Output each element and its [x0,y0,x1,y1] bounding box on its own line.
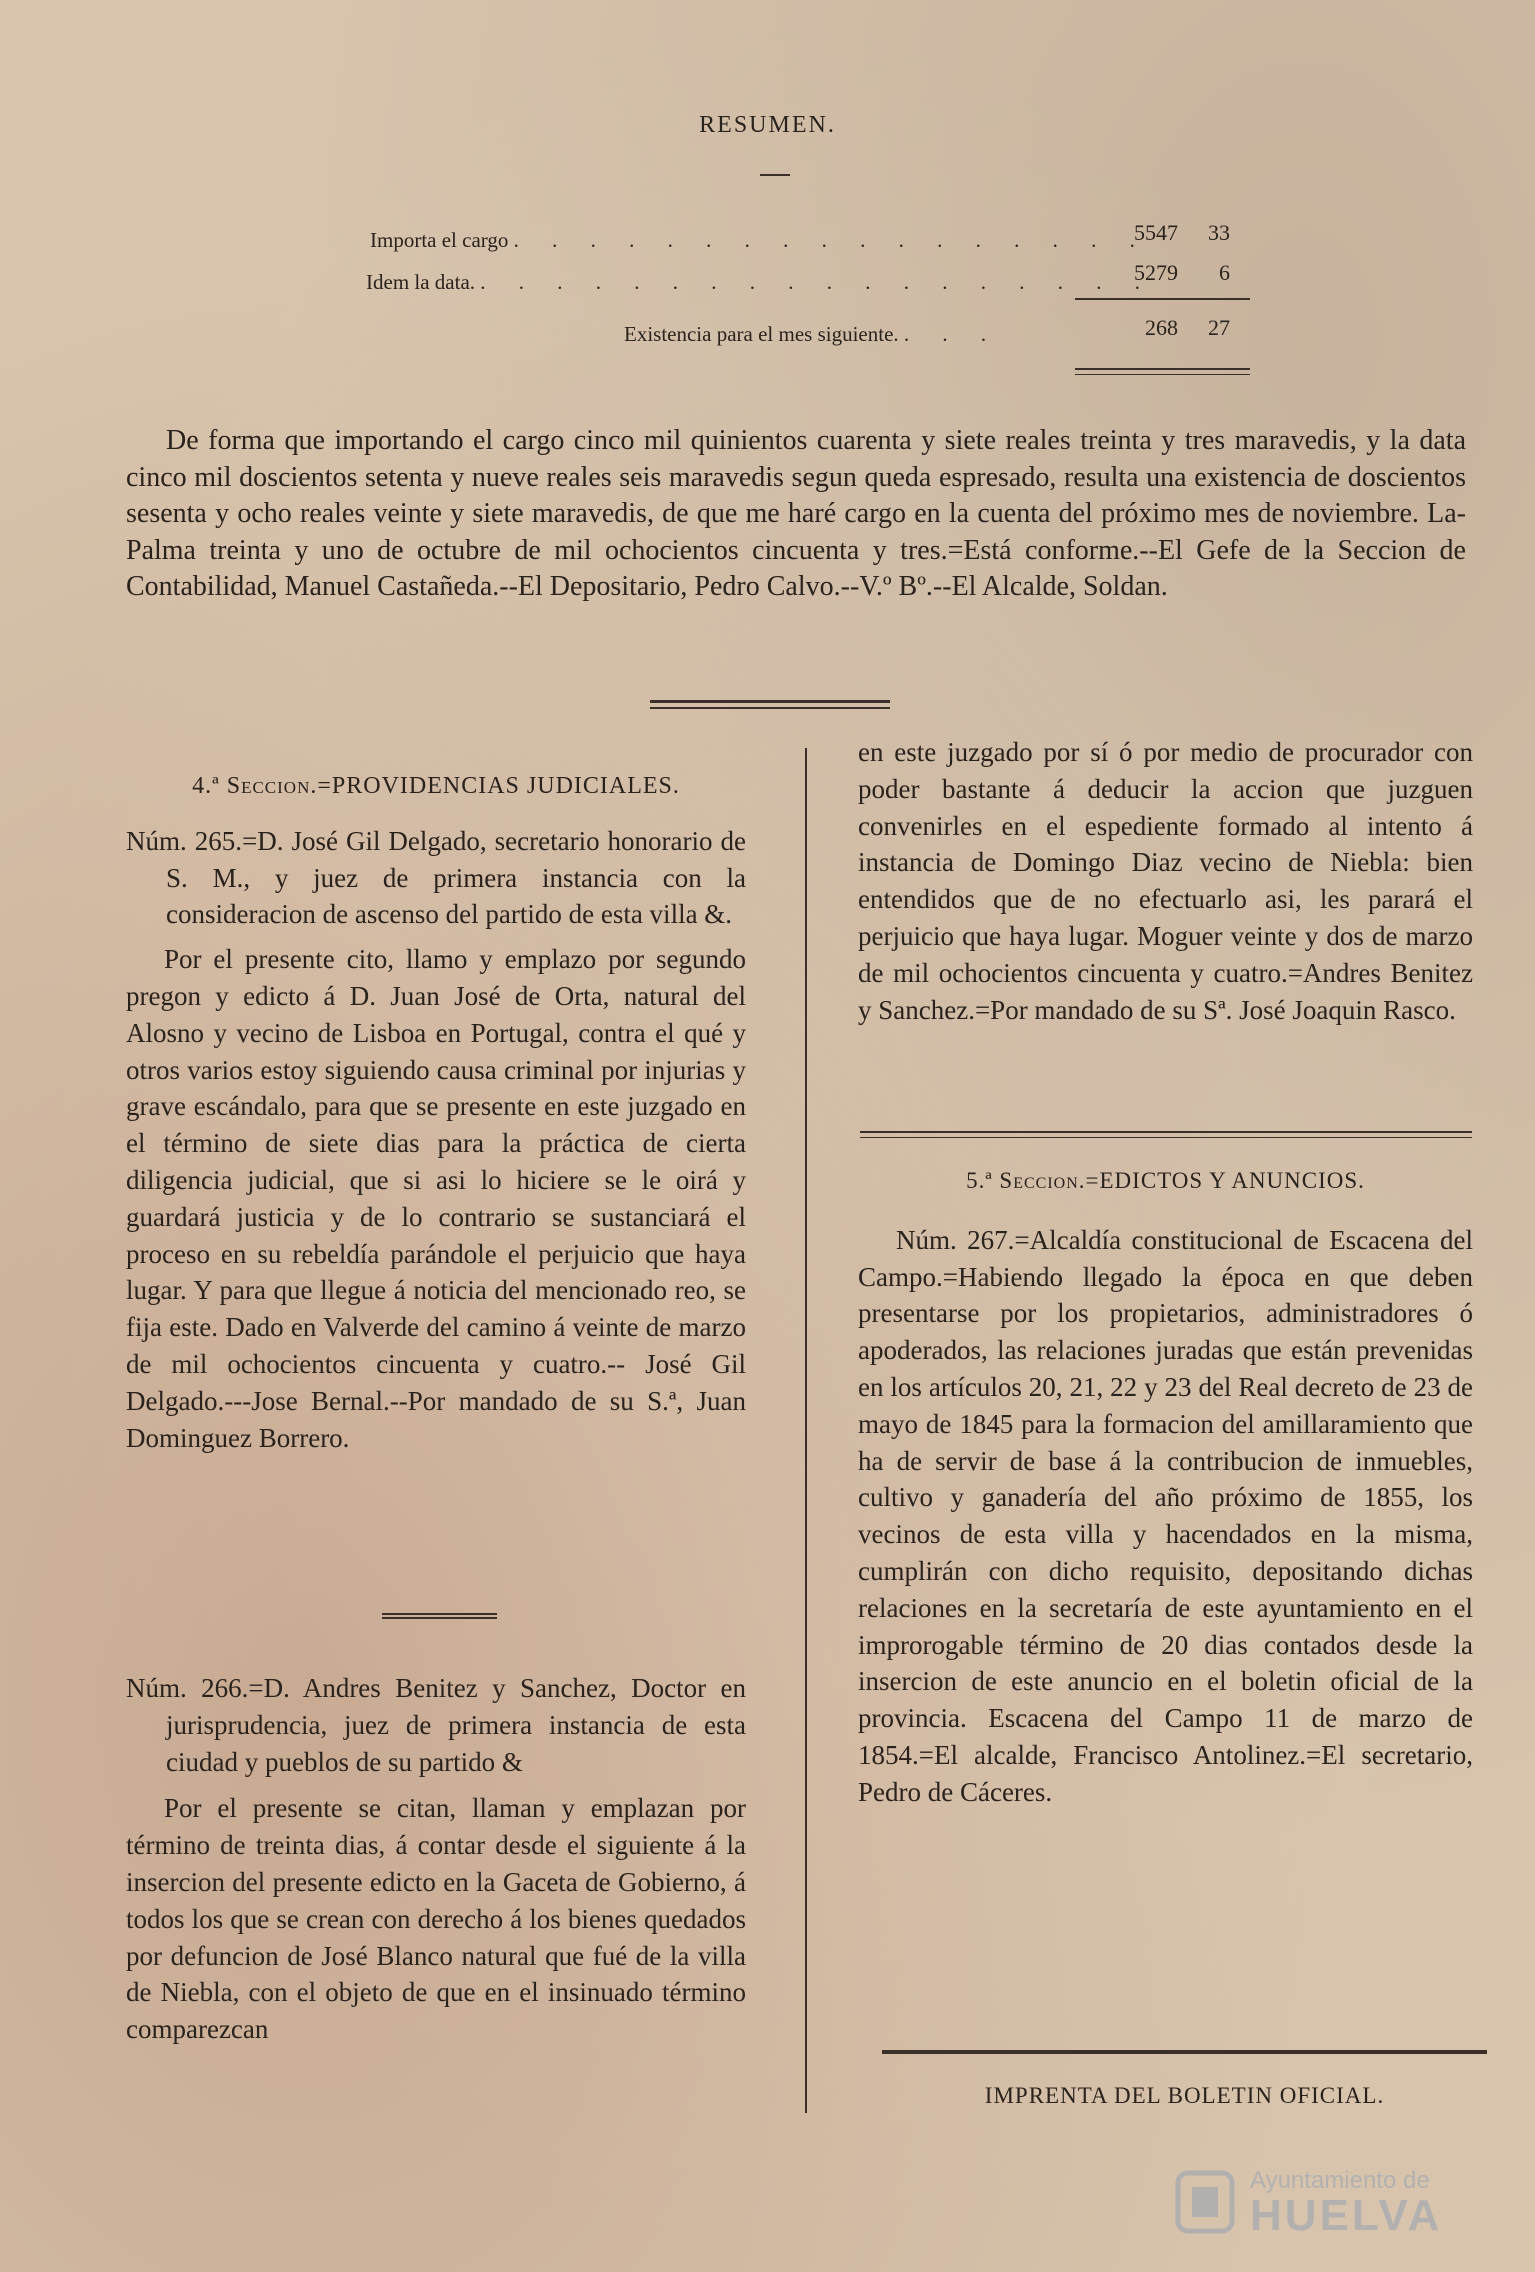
edict-266-continuation: en este juzgado por sí ó por medio de procurador con poder bastante á deducir la accion que juzguen convenirles en el espediente formado al intento á instancia de Domingo Diaz vecino de Niebla: bien entendidos que de no efectuarlo asi, les parará el perjuicio que haya lugar. Moguer veinte y dos de marzo de mil ochocientos cincuenta y cuatro.=Andres Benitez y Sanchez.=Por mandado de su Sª. José Joaquin Rasco. [858,737,1473,1025]
section-title: =PROVIDENCIAS JUDICIALES. [317,773,680,799]
section-divider-right [860,1131,1472,1133]
watermark [1160,2165,1460,2240]
section-divider-right [860,1137,1472,1138]
section-divider [650,700,890,709]
edict-266-header: Núm. 266.=D. Andres Benitez y Sanchez, Doctor en jurisprudencia, juez de primera instancia de esta ciudad y pueblos de su partido & [126,1673,746,1777]
sum-double-rule [1075,374,1250,375]
sum-double-rule [1075,368,1250,370]
section-number: 5.ª [966,1168,993,1193]
existencia-reales: 268 [1145,315,1178,340]
right-column-section5 [858,1163,1473,1811]
section-title: =EDICTOS Y ANUNCIOS. [1085,1168,1365,1193]
summary-row-cargo [370,228,1149,253]
sum-rule [1075,298,1250,300]
section-word: Seccion. [999,1168,1086,1193]
leader-dots: . . . [903,322,1001,346]
summary-maravedis: 33 [1208,220,1230,245]
section-heading-5 [858,1163,1473,1200]
edict-265-body: Por el presente cito, llamo y emplazo por segundo pregon y edicto á D. Juan José de Orta, natural del Alosno y vecino de Lisboa en Portugal, contra el qué y otros varios estoy siguiendo causa criminal por injurias y grave escándalo, para que se presente en este juzgado en el término de siete dias para la práctica de cierta diligencia judicial, que si asi lo hiciere se le oirá y guardará justicia y de lo contrario se sustanciará el proceso en su rebeldía parándole el perjuicio que haya lugar. Y para que llegue á noticia del mencionado reo, se fija este. Dado en Valverde del camino á veinte de marzo de mil ochocientos cincuenta y cuatro.-- José Gil Delgado.---Jose Bernal.--Por mandado de su S.ª, Juan Dominguez Borrero. [126,944,746,1453]
section-number: 4.ª [192,773,220,799]
left-column [126,768,746,1456]
summary-maravedis: 6 [1219,260,1230,285]
watermark-line1: Ayuntamiento de [1250,2167,1430,2194]
section-word: Seccion. [226,773,318,799]
footer-rule [882,2050,1487,2054]
right-column [858,734,1473,1028]
summary-reales: 5547 [1134,220,1178,245]
resumen-title: RESUMEN. [699,112,836,138]
column-divider [805,748,807,2113]
section-heading-4 [126,768,746,805]
summary-label: Importa el cargo [370,228,509,252]
printer-imprint: IMPRENTA DEL BOLETIN OFICIAL. [984,2083,1385,2108]
existencia-maravedis: 27 [1208,315,1230,340]
crest-icon [1170,2167,1240,2237]
title-divider [760,174,790,176]
leader-dots: . . . . . . . . . . . . . . . . . [513,228,1149,252]
summary-reales: 5279 [1134,260,1178,285]
resumen-paragraph: De forma que importando el cargo cinco mil quinientos cuarenta y siete reales treinta y tres maravedis, y la data cinco mil doscientos setenta y nueve reales seis maravedis segun queda espresado, resulta una existencia de doscientos sesenta y ocho reales veinte y siete maravedis, de que me haré cargo en la cuenta del próximo mes de noviembre. La-Palma treinta y uno de octubre de mil ochocientos cincuenta y tres.=Está conforme.--El Gefe de la Seccion de Contabilidad, Manuel Castañeda.--El Depositario, Pedro Calvo.--V.º Bº.--El Alcalde, Soldan. [126,425,1466,602]
left-column-lower [126,1670,746,2048]
summary-row-existencia [624,322,1000,347]
summary-row-data [366,270,1154,295]
leader-dots: . . . . . . . . . . . . . . . . . . [480,270,1155,294]
edict-266-body: Por el presente se citan, llaman y emplazan por término de treinta dias, á contar desde el siguiente á la insercion del presente edicto en la Gaceta de Gobierno, á todos los que se crean con derecho á los bienes quedados por defuncion de José Blanco natural que fué de la villa de Niebla, con el objeto de que en el insinuado término comparezcan [126,1793,746,2045]
edict-divider [382,1613,497,1619]
edict-265-header: Núm. 265.=D. José Gil Delgado, secretario honorario de S. M., y juez de primera instancia con la consideracion de ascenso del partido de esta villa &. [126,825,746,930]
summary-label: Existencia para el mes siguiente. [624,322,899,346]
edict-267-body: Núm. 267.=Alcaldía constitucional de Escacena del Campo.=Habiendo llegado la época en que deben presentarse por los propietarios, administradores ó apoderados, las relaciones juradas que están prevenidas en los artículos 20, 21, 22 y 23 del Real decreto de 23 de mayo de 1845 para la formacion del amillaramiento que ha de servir de base á la contribucion de inmuebles, cultivo y ganadería del año próximo de 1855, los vecinos de esta villa y hacendados en la misma, cumplirán con dicho requisito, depositando dichas relaciones en la secretaría de este ayuntamiento en el improrogable término de 20 dias contados desde la insercion de este anuncio en el boletin oficial de la provincia. Escacena del Campo 11 de marzo de 1854.=El alcalde, Francisco Antolinez.=El secretario, Pedro de Cáceres. [858,1224,1473,1807]
summary-label: Idem la data. [366,270,476,294]
watermark-line2: HUELVA [1250,2191,1443,2240]
